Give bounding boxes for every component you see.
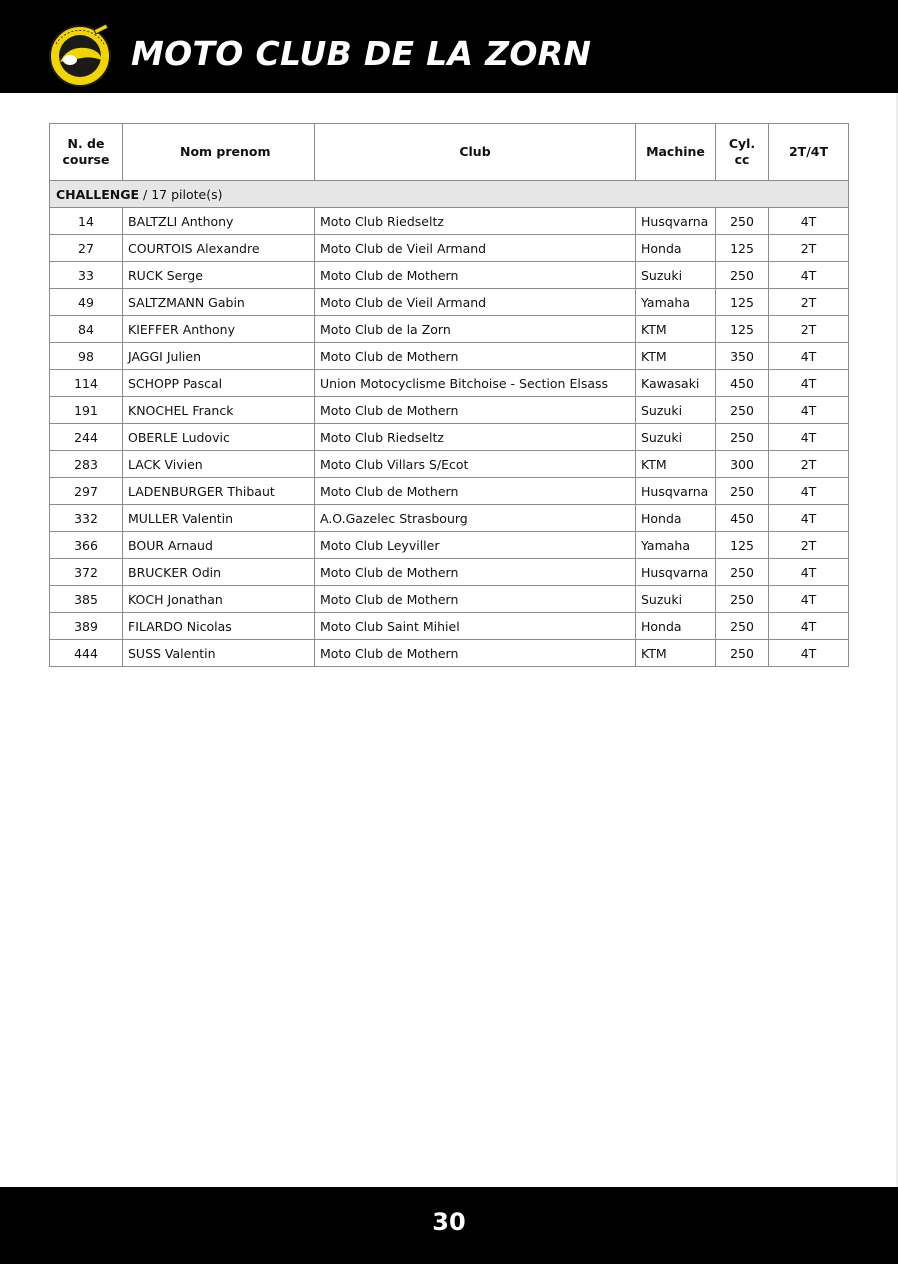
rider-number: 84: [50, 316, 123, 343]
rider-machine: Suzuki: [636, 262, 716, 289]
rider-displacement: 250: [716, 586, 769, 613]
rider-name: KNOCHEL Franck: [123, 397, 315, 424]
table-row: [50, 316, 849, 343]
rider-number: 332: [50, 505, 123, 532]
rider-displacement: 250: [716, 397, 769, 424]
table-header-row: [50, 124, 849, 181]
rider-name: MULLER Valentin: [123, 505, 315, 532]
rider-name: LADENBURGER Thibaut: [123, 478, 315, 505]
rider-name: KIEFFER Anthony: [123, 316, 315, 343]
rider-machine: KTM: [636, 451, 716, 478]
rider-stroke: 4T: [769, 370, 849, 397]
table-row: [50, 451, 849, 478]
header-club: Club: [315, 124, 636, 181]
rider-club: Moto Club Villars S/Ecot: [315, 451, 636, 478]
rider-club: Moto Club de Mothern: [315, 262, 636, 289]
rider-club: Moto Club Riedseltz: [315, 208, 636, 235]
table-row: [50, 586, 849, 613]
rider-number: 49: [50, 289, 123, 316]
rider-stroke: 2T: [769, 289, 849, 316]
header-stroke: 2T/4T: [769, 124, 849, 181]
rider-displacement: 250: [716, 262, 769, 289]
rider-stroke: 4T: [769, 262, 849, 289]
rider-name: RUCK Serge: [123, 262, 315, 289]
rider-machine: KTM: [636, 343, 716, 370]
rider-club: Moto Club Riedseltz: [315, 424, 636, 451]
table-row: [50, 208, 849, 235]
rider-name: LACK Vivien: [123, 451, 315, 478]
rider-machine: Honda: [636, 613, 716, 640]
rider-machine: Honda: [636, 505, 716, 532]
rider-stroke: 4T: [769, 424, 849, 451]
rider-stroke: 4T: [769, 586, 849, 613]
rider-stroke: 4T: [769, 208, 849, 235]
rider-machine: Suzuki: [636, 424, 716, 451]
rider-club: Union Motocyclisme Bitchoise - Section Elsass: [315, 370, 636, 397]
rider-stroke: 4T: [769, 505, 849, 532]
rider-number: 444: [50, 640, 123, 667]
rider-name: SUSS Valentin: [123, 640, 315, 667]
table-row: [50, 289, 849, 316]
rider-name: COURTOIS Alexandre: [123, 235, 315, 262]
rider-machine: Kawasaki: [636, 370, 716, 397]
rider-machine: Yamaha: [636, 532, 716, 559]
rider-number: 33: [50, 262, 123, 289]
rider-machine: Suzuki: [636, 586, 716, 613]
rider-stroke: 2T: [769, 316, 849, 343]
rider-club: Moto Club Leyviller: [315, 532, 636, 559]
rider-name: OBERLE Ludovic: [123, 424, 315, 451]
rider-name: SCHOPP Pascal: [123, 370, 315, 397]
rider-displacement: 450: [716, 370, 769, 397]
rider-machine: Husqvarna: [636, 208, 716, 235]
rider-displacement: 250: [716, 208, 769, 235]
table-row: [50, 262, 849, 289]
rider-displacement: 250: [716, 478, 769, 505]
rider-stroke: 2T: [769, 532, 849, 559]
rider-displacement: 300: [716, 451, 769, 478]
rider-displacement: 125: [716, 316, 769, 343]
rider-name: FILARDO Nicolas: [123, 613, 315, 640]
table-row: [50, 478, 849, 505]
header-machine: Machine: [636, 124, 716, 181]
rider-club: Moto Club de Mothern: [315, 586, 636, 613]
rider-displacement: 125: [716, 289, 769, 316]
rider-number: 27: [50, 235, 123, 262]
section-row: [50, 181, 849, 208]
table-row: [50, 370, 849, 397]
rider-machine: Husqvarna: [636, 478, 716, 505]
table-row: [50, 424, 849, 451]
rider-number: 114: [50, 370, 123, 397]
rider-machine: Yamaha: [636, 289, 716, 316]
table-row: [50, 613, 849, 640]
table-row: [50, 397, 849, 424]
rider-machine: Husqvarna: [636, 559, 716, 586]
table-row: [50, 505, 849, 532]
section-cell: [50, 181, 849, 208]
rider-number: 283: [50, 451, 123, 478]
rider-club: Moto Club de Mothern: [315, 343, 636, 370]
rider-displacement: 250: [716, 424, 769, 451]
page-title: MOTO CLUB DE LA ZORN: [131, 34, 592, 73]
rider-name: BOUR Arnaud: [123, 532, 315, 559]
page-number: 30: [432, 1208, 466, 1236]
rider-stroke: 4T: [769, 478, 849, 505]
rider-number: 372: [50, 559, 123, 586]
rider-number: 297: [50, 478, 123, 505]
rider-stroke: 2T: [769, 235, 849, 262]
rider-name: KOCH Jonathan: [123, 586, 315, 613]
rider-displacement: 350: [716, 343, 769, 370]
rider-number: 366: [50, 532, 123, 559]
header-cyl: Cyl. cc: [716, 124, 769, 181]
rider-displacement: 450: [716, 505, 769, 532]
section-name: CHALLENGE: [56, 186, 140, 202]
table-row: [50, 559, 849, 586]
rider-name: SALTZMANN Gabin: [123, 289, 315, 316]
rider-club: Moto Club de Vieil Armand: [315, 235, 636, 262]
table-row: [50, 532, 849, 559]
rider-club: Moto Club de Mothern: [315, 397, 636, 424]
rider-stroke: 2T: [769, 451, 849, 478]
club-logo-icon: [46, 22, 114, 88]
rider-displacement: 250: [716, 559, 769, 586]
rider-machine: KTM: [636, 316, 716, 343]
rider-number: 385: [50, 586, 123, 613]
rider-number: 14: [50, 208, 123, 235]
rider-club: Moto Club de Vieil Armand: [315, 289, 636, 316]
rider-displacement: 250: [716, 640, 769, 667]
rider-number: 98: [50, 343, 123, 370]
header-bar: [0, 0, 898, 93]
rider-club: Moto Club de la Zorn: [315, 316, 636, 343]
club-logo: [46, 22, 114, 88]
rider-club: Moto Club de Mothern: [315, 559, 636, 586]
header-nom: Nom prenom: [123, 124, 315, 181]
rider-machine: KTM: [636, 640, 716, 667]
rider-club: Moto Club de Mothern: [315, 478, 636, 505]
rider-stroke: 4T: [769, 343, 849, 370]
rider-number: 244: [50, 424, 123, 451]
table-row: [50, 343, 849, 370]
rider-stroke: 4T: [769, 640, 849, 667]
rider-club: Moto Club de Mothern: [315, 640, 636, 667]
section-count: / 17 pilote(s): [139, 186, 223, 202]
rider-name: JAGGI Julien: [123, 343, 315, 370]
rider-machine: Suzuki: [636, 397, 716, 424]
rider-machine: Honda: [636, 235, 716, 262]
rider-number: 389: [50, 613, 123, 640]
rider-name: BRUCKER Odin: [123, 559, 315, 586]
rider-club: A.O.Gazelec Strasbourg: [315, 505, 636, 532]
table-row: [50, 235, 849, 262]
rider-name: BALTZLI Anthony: [123, 208, 315, 235]
rider-displacement: 125: [716, 235, 769, 262]
rider-stroke: 4T: [769, 613, 849, 640]
rider-stroke: 4T: [769, 397, 849, 424]
rider-number: 191: [50, 397, 123, 424]
riders-table: [49, 123, 849, 667]
rider-stroke: 4T: [769, 559, 849, 586]
table-row: [50, 640, 849, 667]
header-num: N. de course: [50, 124, 123, 181]
rider-displacement: 250: [716, 613, 769, 640]
rider-displacement: 125: [716, 532, 769, 559]
rider-club: Moto Club Saint Mihiel: [315, 613, 636, 640]
